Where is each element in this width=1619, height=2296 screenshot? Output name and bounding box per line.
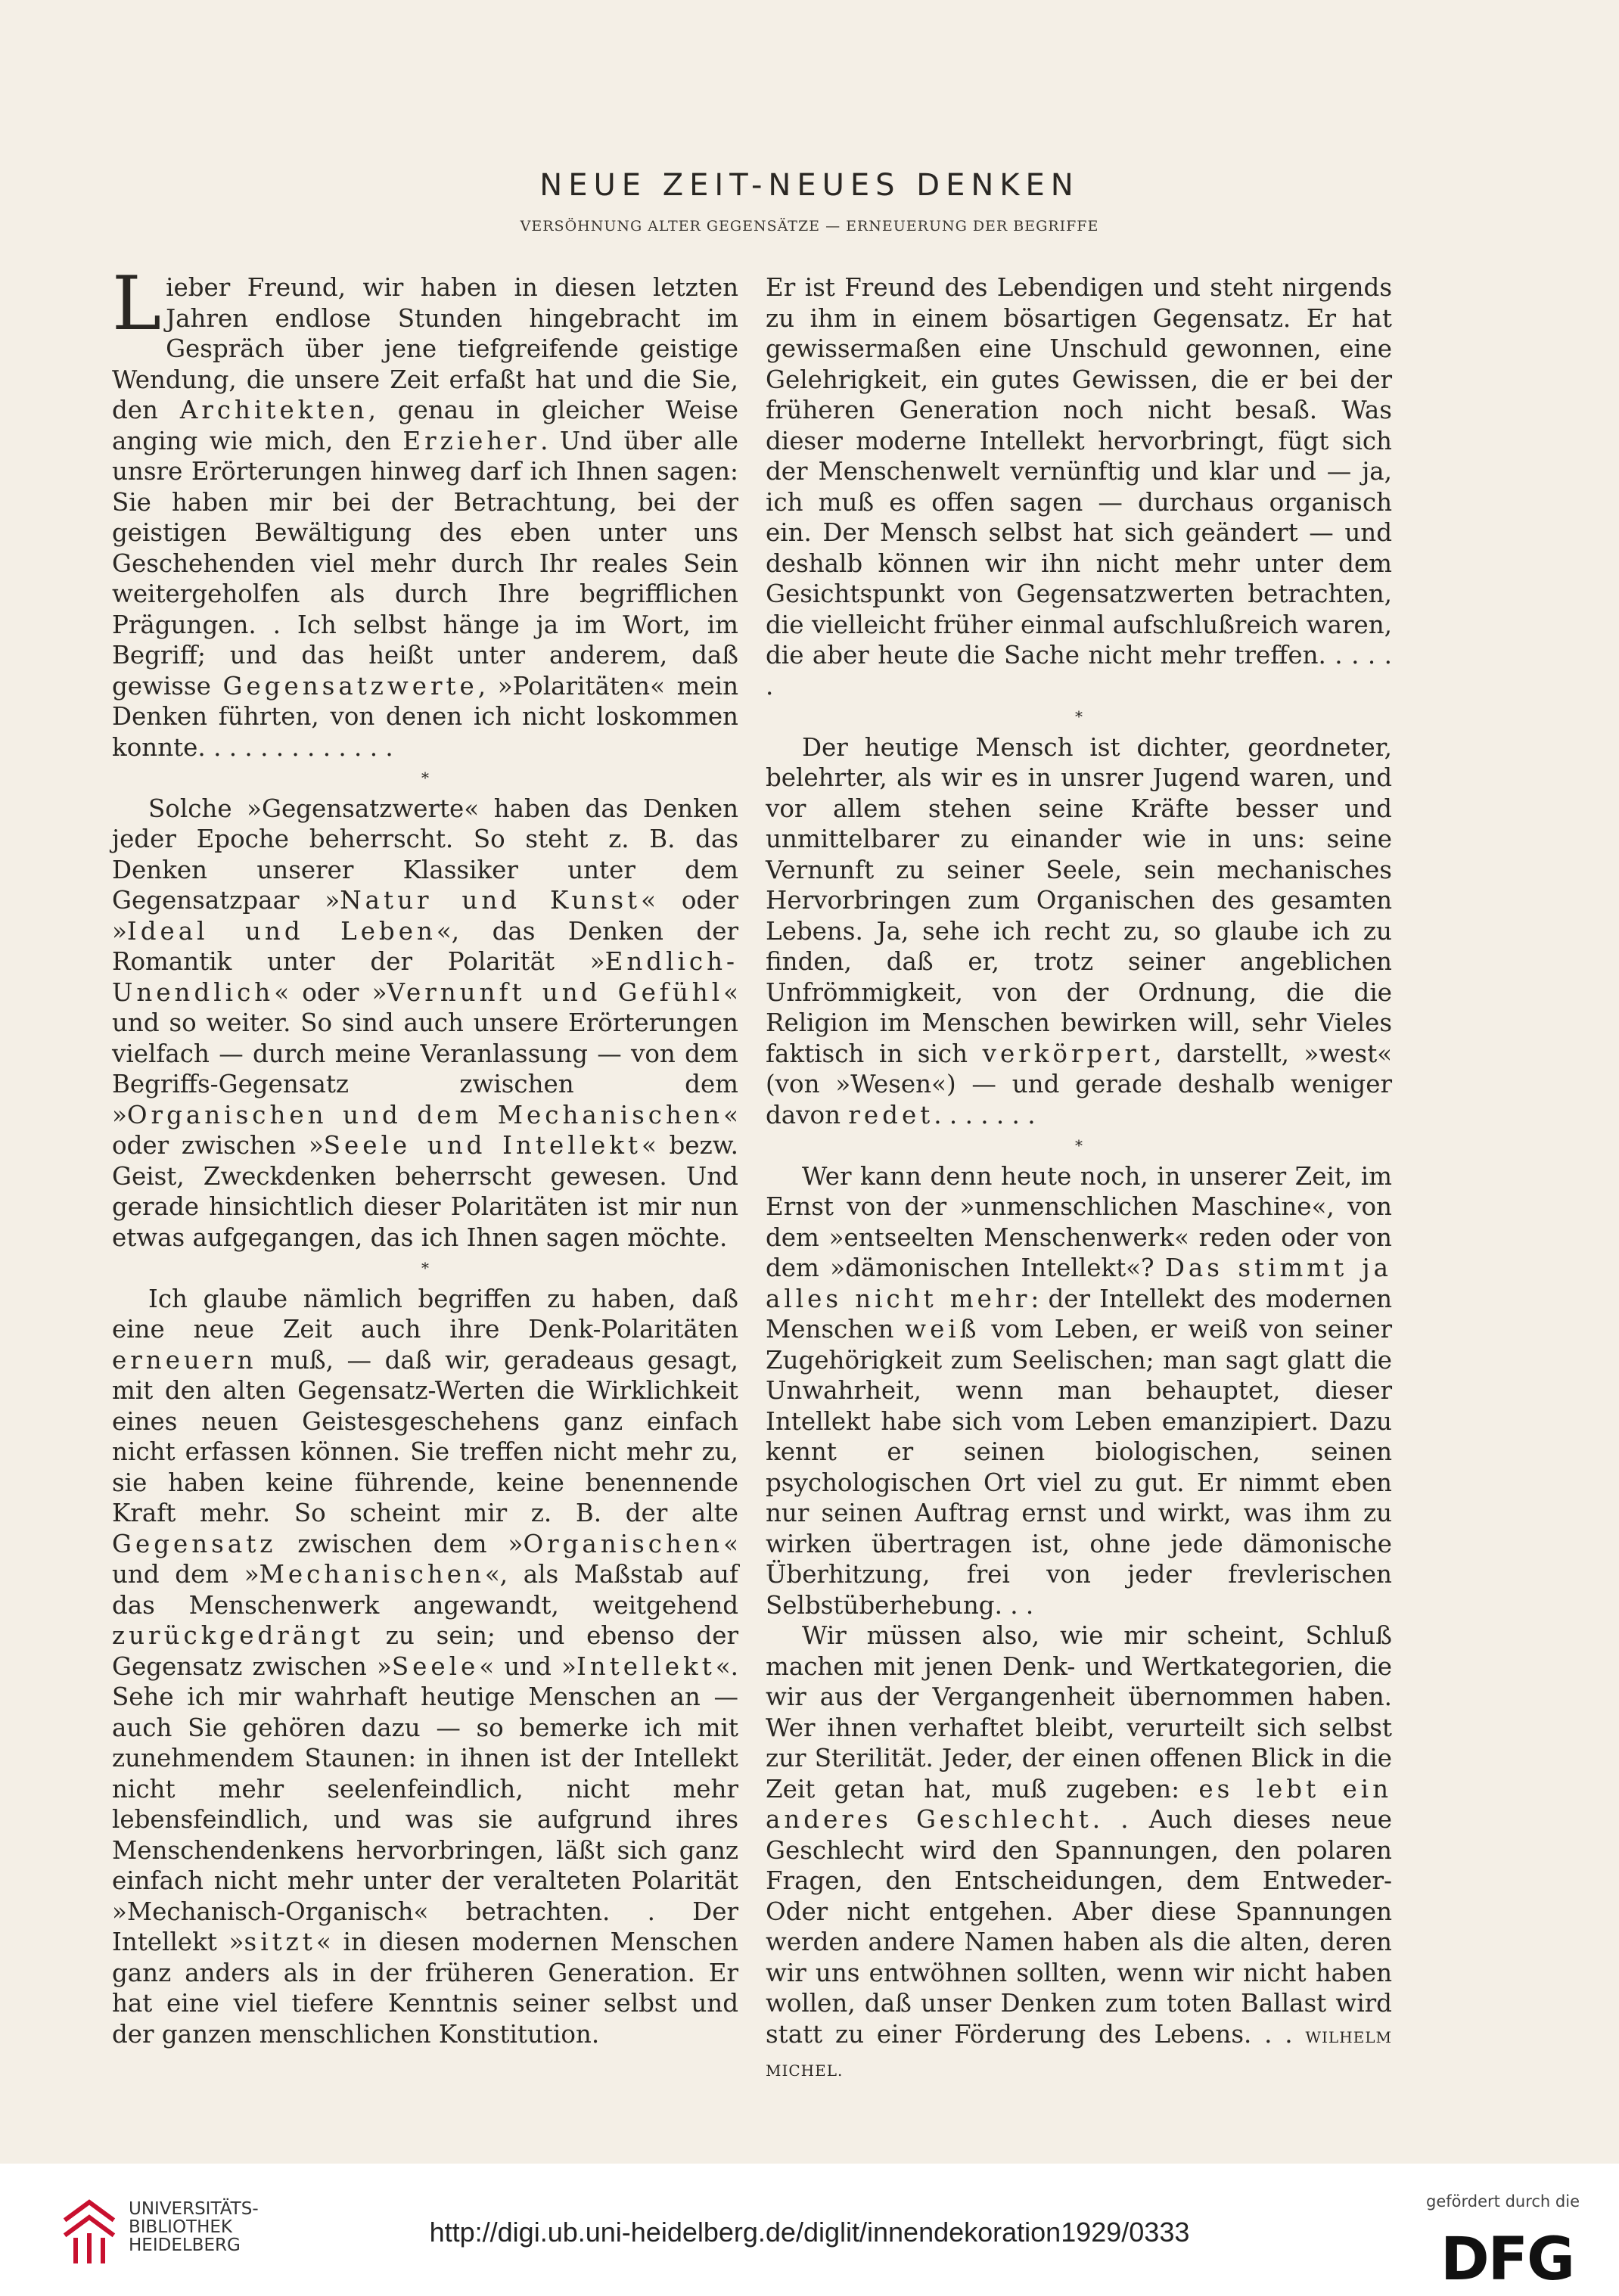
spaced-emphasis: Seele — [391, 1651, 480, 1681]
section-star: * — [1075, 1136, 1083, 1154]
spaced-emphasis: es lebt ein anderes Geschlecht — [766, 1774, 1393, 1834]
dfg-logo-icon: DFG — [1440, 2226, 1574, 2294]
permalink-url[interactable]: http://digi.ub.uni-heidelberg.de/diglit/innendekoration1929/0333 — [429, 2217, 1190, 2248]
article-title: NEUE ZEIT-NEUES DENKEN — [539, 168, 1080, 203]
spaced-emphasis: Das stimmt ja alles nicht mehr — [766, 1254, 1393, 1313]
paragraph: Solche »Gegensatzwerte« haben das Denken jeder Epoche beherrscht. So steht z. B. das Denken unserer Klassiker unter dem Gegensatzpaar »Natur und Kunst« oder »Ideal und Leben«, das Denken der Romantik unter der Polarität »Endlich-Unendlich« oder »Vernunft und Gefühl« und so weiter. So sind auch unsere Erörterungen vielfach — durch meine Veranlassung — von dem Begriffs-Gegensatz zwischen dem »Organischen und dem Mechanischen« oder zwischen »Seele und Intellekt« bezw. Geist, Zweckdenken beherrscht gewesen. Und gerade hinsichtlich dieser Polaritäten ist mir nun etwas aufgegangen, das ich Ihnen sagen möchte. — [112, 794, 738, 1252]
spaced-emphasis: erneuern — [112, 1345, 257, 1375]
spaced-emphasis: Organischen — [523, 1529, 724, 1558]
spaced-emphasis: Gegensatzwerte — [222, 671, 478, 701]
spaced-emphasis: verkörpert — [982, 1039, 1154, 1068]
left-column — [112, 261, 739, 2049]
section-star: * — [421, 1259, 429, 1277]
spaced-emphasis: Endlich-Unendlich — [112, 947, 738, 1007]
funding-note: gefördert durch die — [1426, 2192, 1580, 2211]
spaced-emphasis: Seele und Intellekt — [323, 1131, 642, 1160]
spaced-emphasis: Ideal und Leben — [126, 916, 437, 946]
paragraph: Er ist Freund des Lebendigen und steht nirgends zu ihm in einem bösartigen Gegensatz. Er hat gewissermaßen eine Unschuld gewonnen, eine Gelehrigkeit, ein gutes Gewissen, die er bei der früheren Generation noch nicht besaß. Was dieser moderne Intellekt hervorbringt, fügt sich der Menschenwelt vernünftig und klar und — ja, ich muß es offen sagen — durchaus organisch ein. Der Mensch selbst hat sich geändert — und deshalb können wir ihn nicht mehr unter dem Gesichtspunkt von Gegensatzwerten betrachten, die vielleicht früher einmal aufschlußreich waren, die aber heute die Sache nicht mehr treffen. . . . . . — [766, 273, 1392, 701]
spaced-emphasis: weiß — [905, 1315, 980, 1344]
drop-cap: L — [112, 261, 162, 347]
paragraph: Lieber Freund, wir haben in diesen letzten Jahren endlose Stunden hingebracht im Gespräch über jene tiefgreifende geistige Wendung, die unsere Zeit erfaßt hat und die Sie, den Architekten, genau in gleicher Weise anging wie mich, den Erzieher. Und über alle unsre Erörterungen hinweg darf ich Ihnen sagen: Sie haben mir bei der Betrachtung, bei der geistigen Bewältigung des eben unter uns Geschehenden viel mehr durch Ihr reales Sein weitergeholfen als durch Ihre begrifflichen Prägungen. . Ich selbst hänge ja im Wort, im Begriff; und das heißt unter anderem, daß gewisse Gegensatzwerte, »Polaritäten« mein Denken führten, von denen ich nicht loskommen konnte. . . . . . . . . . . . . — [112, 261, 739, 762]
spaced-emphasis: zurückgedrängt — [112, 1621, 364, 1650]
spaced-emphasis: Vernunft und Gefühl — [387, 977, 724, 1007]
spaced-emphasis: Natur und Kunst — [340, 886, 642, 915]
author-signature: WILHELM MICHEL. — [766, 2027, 1392, 2080]
spaced-emphasis: Intellekt — [576, 1651, 716, 1681]
section-star: * — [421, 769, 429, 787]
paragraph: Ich glaube nämlich begriffen zu haben, daß eine neue Zeit auch ihre Denk-Polaritäten erneuern muß, — daß wir, geradeaus gesagt, mit den alten Gegensatz-Werten die Wirklichkeit eines neuen Geistesgeschehens ganz einfach nicht erfassen können. Sie treffen nicht mehr zu, sie haben keine führende, keine benennende Kraft mehr. So scheint mir z. B. der alte Gegensatz zwischen dem »Organischen« und dem »Mechanischen«, als Maßstab auf das Menschenwerk angewandt, weitgehend zurückgedrängt zu sein; und ebenso der Gegensatz zwischen »Seele« und »Intellekt«. Sehe ich mir wahrhaft heutige Menschen an — auch Sie gehören dazu — so bemerke ich mit zunehmendem Staunen: in ihnen ist der Intellekt nicht mehr seelenfeindlich, nicht mehr lebensfeindlich, und was sie aufgrund ihres Menschendenkens hervorbringen, läßt sich ganz einfach nicht mehr unter der veralteten Polarität »Mechanisch-Organisch« betrachten. . Der Intellekt »sitzt« in diesen modernen Menschen ganz anders als in der früheren Generation. Er hat eine viel tiefere Kenntnis seiner selbst und der ganzen menschlichen Konstitution. — [112, 1284, 738, 2049]
institution-name: UNIVERSITÄTS- BIBLIOTHEK HEIDELBERG — [129, 2199, 259, 2255]
spaced-emphasis: Mechanischen — [259, 1560, 485, 1589]
paragraph: Wer kann denn heute noch, in unserer Zeit, im Ernst von der »unmenschlichen Maschine«, von dem »entseelten Menschenwerk« reden oder von dem »dämonischen Intellekt«? Das stimmt ja alles nicht mehr: der Intellekt des modernen Menschen weiß vom Leben, er weiß von seiner Zugehörigkeit zum Seelischen; man sagt glatt die Unwahrheit, wenn man behauptet, dieser Intellekt habe sich vom Leben emanzipiert. Dazu kennt er seinen biologischen, seinen psychologischen Ort viel zu gut. Er nimmt eben nur seinen Auftrag ernst und wirkt, was ihm zu wirken übertragen ist, ohne jede dämonische Überhitzung, frei von jeder frevlerischen Selbstüberhebung. . . — [766, 1161, 1393, 1620]
article-subtitle: VERSÖHNUNG ALTER GEGENSÄTZE — ERNEUERUNG DER BEGRIFFE — [520, 218, 1099, 235]
right-column — [766, 272, 1393, 2080]
spaced-emphasis: Erzieher — [402, 426, 541, 455]
spaced-emphasis: sitzt — [244, 1928, 316, 1956]
spaced-emphasis: Gegensatz — [112, 1529, 277, 1558]
spaced-emphasis: redet — [848, 1100, 934, 1129]
spaced-emphasis: Organischen und dem Mechanischen — [126, 1100, 724, 1129]
paragraph: Wir müssen also, wie mir scheint, Schluß machen mit jenen Denk- und Wertkategorien, die wir aus der Vergangenheit übernommen haben. Wer ihnen verhaftet bleibt, verurteilt sich selbst zur Sterilität. Jeder, der einen offenen Blick in die Zeit getan hat, muß zugeben: es lebt ein anderes Geschlecht. . Auch dieses neue Geschlecht wird den Spannungen, den polaren Fragen, den Entscheidungen, dem Entweder-Oder nicht entgehen. Aber diese Spannungen werden andere Namen haben als die alten, deren wir uns entwöhnen sollten, wenn wir nicht haben wollen, daß unser Denken zum toten Ballast wird statt zu einer Förderung des Lebens. . . WILHELM MICHEL. — [766, 1621, 1393, 2080]
spaced-emphasis: Architekten — [179, 396, 368, 424]
paragraph: Der heutige Mensch ist dichter, geordneter, belehrter, als wir es in unsrer Jugend waren, und vor allem stehen seine Kräfte besser und unmittelbarer zu einander wie in uns: seine Vernunft zu seiner Seele, sein mechanisches Hervorbringen zum Organischen des gesamten Lebens. Ja, sehe ich recht zu, so glaube ich zu finden, daß er, trotz seiner angeblichen Unfrömmigkeit, von der Ordnung, die die Religion im Menschen bewirken will, sehr Vieles faktisch in sich verkörpert, darstellt, »west« (von »Wesen«) — und gerade deshalb weniger davon redet. . . . . . . — [766, 732, 1393, 1129]
section-star: * — [1075, 707, 1083, 725]
